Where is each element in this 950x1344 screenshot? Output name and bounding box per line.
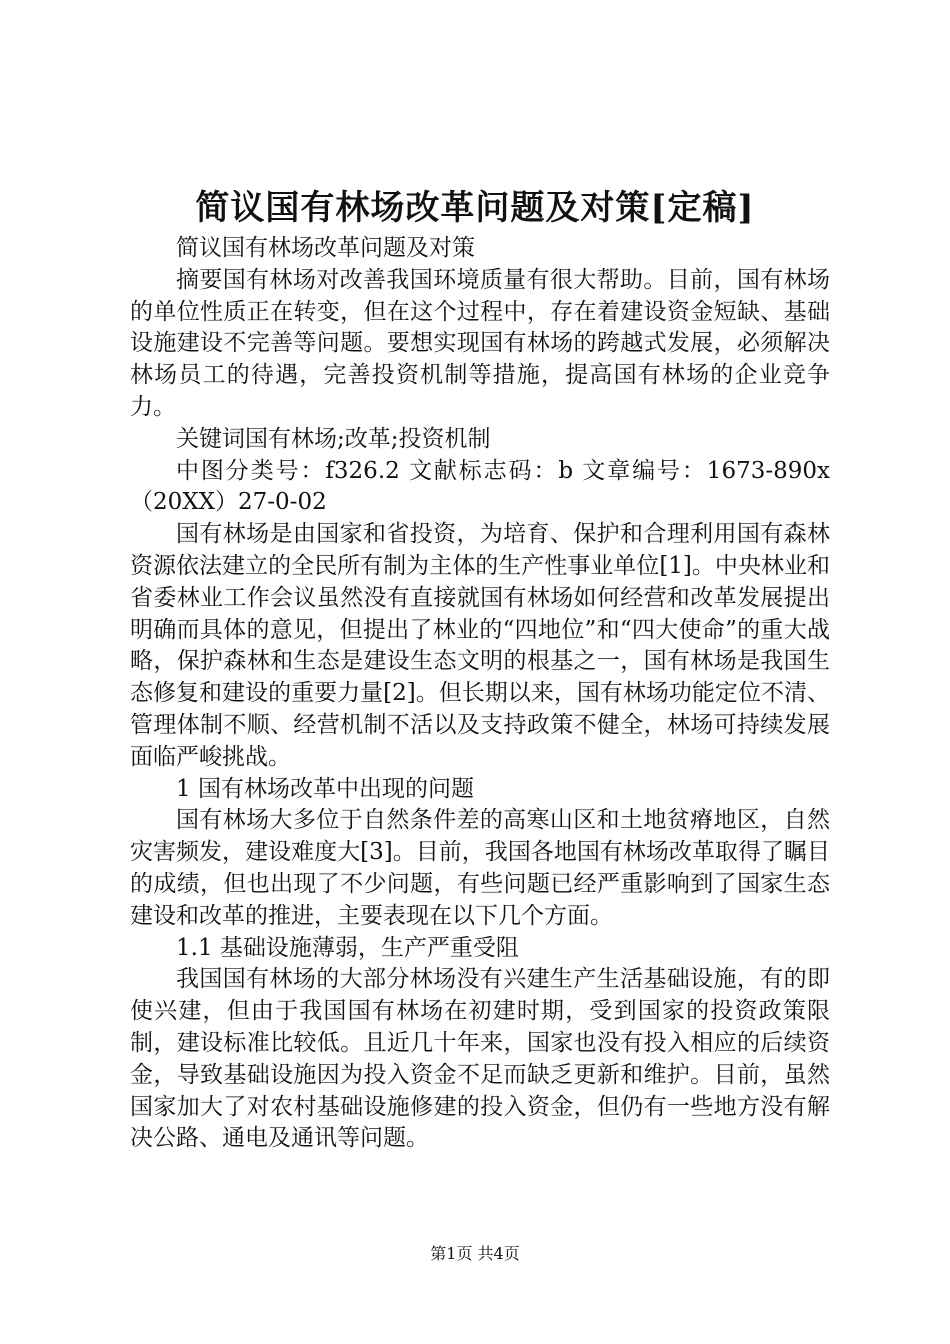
intro-paragraph: 国有林场是由国家和省投资，为培育、保护和合理利用国有森林资源依法建立的全民所有制为主体的生产性事业单位[1]。中央林业和省委林业工作会议虽然没有直接就国有林场如何经营和改革发展提出明确而具体的意见，但提出了林业的“四地位”和“四大使命”的重大战略，保护森林和生态是建设生态文明的根基之一，国有林场是我国生态修复和建设的重要力量[2]。但长期以来，国有林场功能定位不清、管理体制不顺、经营机制不活以及支持政策不健全，林场可持续发展面临严峻挑战。 [130,521,830,770]
section-paragraph: 国有林场大多位于自然条件差的高寒山区和土地贫瘠地区，自然灾害频发，建设难度大[3]。目前，我国各地国有林场改革取得了瞩目的成绩，但也出现了不少问题，有些问题已经严重影响到了国家生态建设和改革的推进，主要表现在以下几个方面。 [130,807,830,929]
subtitle-paragraph: 简议国有林场改革问题及对策 [176,235,475,261]
classification-paragraph: 中图分类号：f326.2 文献标志码：b 文章编号：1673-890x（20XX）27-0-02 [130,457,830,516]
subsection-heading: 1.1 基础设施薄弱，生产严重受阻 [176,934,519,961]
subsection-paragraph: 我国国有林场的大部分林场没有兴建生产生活基础设施，有的即使兴建，但由于我国国有林场在初建时期，受到国家的投资政策限制，建设标准比较低。且近几十年来，国家也没有投入相应的后续资金，导致基础设施因为投入资金不足而缺乏更新和维护。目前，虽然国家加大了对农村基础设施修建的投入资金，但仍有一些地方没有解决公路、通电及通讯等问题。 [130,966,830,1152]
page-footer: 第1页 共4页 [430,1244,520,1263]
keywords-paragraph: 关键词国有林场;改革;投资机制 [176,425,491,452]
abstract-paragraph: 摘要国有林场对改善我国环境质量有很大帮助。目前，国有林场的单位性质正在转变，但在这个过程中，存在着建设资金短缺、基础设施建设不完善等问题。要想实现国有林场的跨越式发展，必须解决林场员工的待遇，完善投资机制等措施，提高国有林场的企业竞争力。 [130,266,830,420]
document-body [130,233,830,1155]
document-title: 简议国有林场改革问题及对策[定稿] [195,188,755,228]
section-heading: 1 国有林场改革中出现的问题 [176,775,474,802]
